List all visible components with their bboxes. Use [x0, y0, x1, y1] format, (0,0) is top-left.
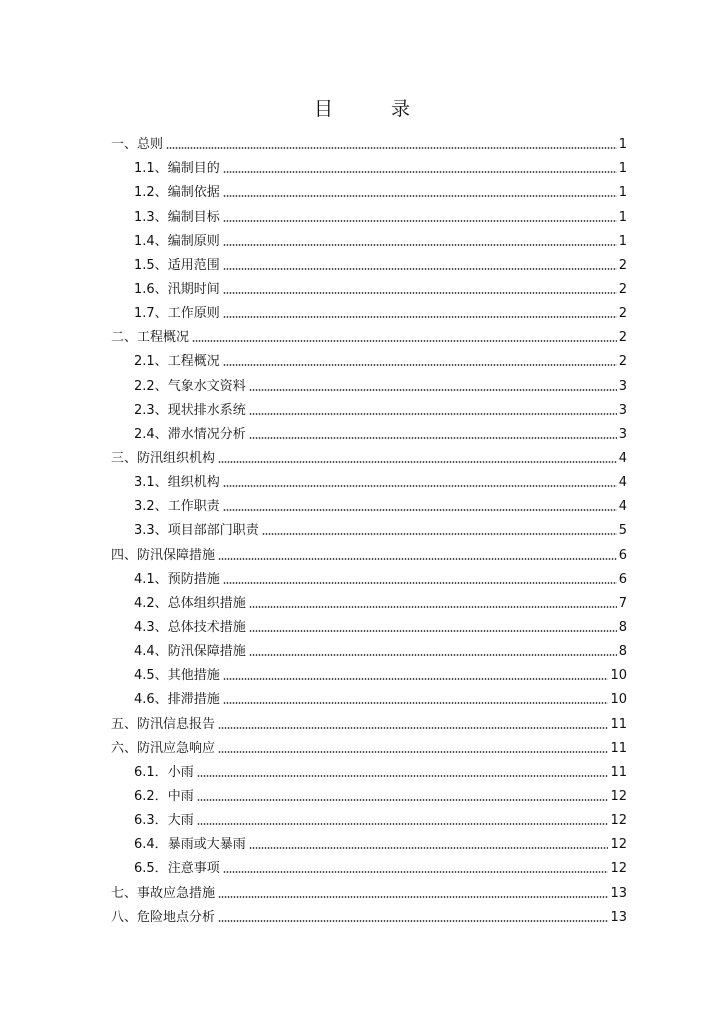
toc-entry[interactable]: [111, 877, 627, 901]
entry-number: 6.5．: [134, 861, 168, 877]
dot-leader: [223, 244, 617, 246]
dot-leader: [223, 485, 617, 487]
entry-page-number: 12: [610, 788, 627, 804]
entry-number: 1.5、: [134, 257, 168, 273]
entry-label: 注意事项: [167, 861, 220, 877]
dot-leader: [223, 871, 609, 873]
entry-page-number: 3: [618, 402, 627, 418]
entry-number: 1.1、: [134, 161, 168, 177]
dot-leader: [223, 702, 609, 704]
dot-leader: [249, 413, 617, 415]
dot-leader: [197, 775, 609, 777]
toc-subentry[interactable]: [111, 805, 627, 829]
entry-label: 一、总则: [111, 137, 164, 153]
entry-page-number: 1: [618, 233, 627, 249]
entry-number: 3.1、: [134, 475, 168, 491]
entry-page-number: 10: [610, 668, 627, 684]
entry-label: 排滞措施: [167, 692, 220, 708]
dot-leader: [192, 340, 617, 342]
dot-leader: [218, 558, 617, 560]
entry-label: 二、工程概况: [111, 330, 190, 346]
entry-page-number: 11: [610, 716, 627, 732]
entry-page-number: 4: [618, 499, 627, 515]
toc-subentry[interactable]: [111, 684, 627, 708]
dot-leader: [223, 171, 617, 173]
dot-leader: [262, 533, 617, 535]
toc-subentry[interactable]: [111, 588, 627, 612]
toc-title: 目 录: [313, 98, 437, 120]
dot-leader: [223, 292, 617, 294]
entry-label: 预防措施: [167, 571, 220, 587]
dot-leader: [249, 437, 617, 439]
toc-entry[interactable]: [111, 708, 627, 732]
toc-subentry[interactable]: [111, 515, 627, 539]
entry-number: 1.2、: [134, 185, 168, 201]
toc-subentry[interactable]: [111, 153, 627, 177]
entry-number: 3.3、: [134, 523, 168, 539]
entry-label: 适用范围: [167, 257, 220, 273]
entry-page-number: 1: [618, 161, 627, 177]
dot-leader: [223, 678, 609, 680]
entry-label: 防汛保障措施: [167, 644, 246, 660]
entry-number: 4.6、: [134, 692, 168, 708]
entry-page-number: 1: [618, 185, 627, 201]
entry-page-number: 11: [610, 764, 627, 780]
entry-number: 3.2、: [134, 499, 168, 515]
entry-number: 4.4、: [134, 644, 168, 660]
entry-number: 1.6、: [134, 281, 168, 297]
entry-label: 编制目的: [167, 161, 220, 177]
dot-leader: [218, 751, 608, 753]
dot-leader: [249, 654, 617, 656]
entry-label: 组织机构: [167, 475, 220, 491]
toc-entry[interactable]: [111, 539, 627, 563]
entry-page-number: 10: [610, 692, 627, 708]
entry-label: 工程概况: [167, 354, 220, 370]
entry-label: 总体组织措施: [167, 595, 246, 611]
toc-subentry[interactable]: [111, 177, 627, 201]
entry-page-number: 2: [618, 330, 627, 346]
entry-number: 2.3、: [134, 402, 168, 418]
dot-leader: [249, 847, 609, 849]
entry-page-number: 4: [618, 475, 627, 491]
dot-leader: [166, 147, 617, 149]
entry-number: 2.4、: [134, 426, 168, 442]
dot-leader: [249, 630, 617, 632]
entry-page-number: 4: [618, 450, 627, 466]
entry-number: 4.3、: [134, 619, 168, 635]
dot-leader: [218, 727, 608, 729]
entry-number: 2.1、: [134, 354, 168, 370]
toc-entry[interactable]: [111, 733, 627, 757]
entry-number: 6.2．: [134, 788, 168, 804]
toc-subentry[interactable]: [111, 419, 627, 443]
entry-label: 四、防汛保障措施: [111, 547, 216, 563]
toc-entry[interactable]: [111, 443, 627, 467]
toc-subentry[interactable]: [111, 612, 627, 636]
toc-subentry[interactable]: [111, 757, 627, 781]
entry-label: 滞水情况分析: [167, 426, 246, 442]
entry-page-number: 2: [618, 354, 627, 370]
toc-entry[interactable]: [111, 129, 627, 153]
entry-label: 八、危险地点分析: [111, 909, 216, 925]
toc-subentry[interactable]: [111, 370, 627, 394]
entry-label: 三、防汛组织机构: [111, 450, 216, 466]
entry-label: 暴雨或大暴雨: [167, 837, 246, 853]
entry-label: 小雨: [167, 764, 194, 780]
entry-page-number: 3: [618, 378, 627, 394]
dot-leader: [223, 268, 617, 270]
entry-label: 总体技术措施: [167, 619, 246, 635]
dot-leader: [218, 461, 617, 463]
entry-number: 4.5、: [134, 668, 168, 684]
dot-leader: [223, 220, 617, 222]
toc-subentry[interactable]: [111, 467, 627, 491]
entry-label: 编制依据: [167, 185, 220, 201]
entry-page-number: 1: [618, 209, 627, 225]
entry-page-number: 7: [618, 595, 627, 611]
entry-page-number: 8: [618, 644, 627, 660]
entry-page-number: 6: [618, 571, 627, 587]
entry-label: 编制目标: [167, 209, 220, 225]
toc-subentry[interactable]: [111, 226, 627, 250]
entry-page-number: 2: [618, 306, 627, 322]
entry-page-number: 6: [618, 547, 627, 563]
entry-page-number: 2: [618, 257, 627, 273]
entry-number: 6.1．: [134, 764, 168, 780]
entry-page-number: 12: [610, 813, 627, 829]
entry-label: 项目部部门职责: [167, 523, 259, 539]
entry-number: 1.7、: [134, 306, 168, 322]
entry-label: 七、事故应急措施: [111, 885, 216, 901]
toc-subentry[interactable]: [111, 564, 627, 588]
toc-subentry[interactable]: [111, 201, 627, 225]
entry-number: 1.4、: [134, 233, 168, 249]
entry-page-number: 13: [610, 909, 627, 925]
dot-leader: [223, 364, 617, 366]
entry-label: 六、防汛应急响应: [111, 740, 216, 756]
toc-subentry[interactable]: [111, 346, 627, 370]
entry-label: 编制原则: [167, 233, 220, 249]
toc-subentry[interactable]: [111, 636, 627, 660]
entry-number: 2.2、: [134, 378, 168, 394]
entry-label: 现状排水系统: [167, 402, 246, 418]
toc-subentry[interactable]: [111, 250, 627, 274]
toc-subentry[interactable]: [111, 829, 627, 853]
entry-page-number: 13: [610, 885, 627, 901]
dot-leader: [197, 799, 609, 801]
dot-leader: [197, 823, 609, 825]
dot-leader: [218, 920, 608, 922]
dot-leader: [249, 389, 617, 391]
toc-subentry[interactable]: [111, 853, 627, 877]
dot-leader: [223, 195, 617, 197]
entry-label: 气象水文资料: [167, 378, 246, 394]
entry-page-number: 3: [618, 426, 627, 442]
entry-page-number: 5: [618, 523, 627, 539]
entry-page-number: 2: [618, 281, 627, 297]
entry-label: 工作原则: [167, 306, 220, 322]
entry-label: 大雨: [167, 813, 194, 829]
entry-number: 6.3．: [134, 813, 168, 829]
toc-subentry[interactable]: [111, 298, 627, 322]
entry-label: 中雨: [167, 788, 194, 804]
toc-subentry[interactable]: [111, 781, 627, 805]
entry-label: 其他措施: [167, 668, 220, 684]
dot-leader: [223, 582, 617, 584]
dot-leader: [223, 316, 617, 318]
dot-leader: [218, 896, 608, 898]
toc-entry[interactable]: [111, 902, 627, 926]
entry-number: 1.3、: [134, 209, 168, 225]
entry-label: 工作职责: [167, 499, 220, 515]
toc-entry[interactable]: [111, 322, 627, 346]
table-of-contents: [111, 129, 627, 926]
entry-page-number: 12: [610, 837, 627, 853]
toc-subentry[interactable]: [111, 274, 627, 298]
entry-page-number: 12: [610, 861, 627, 877]
entry-label: 五、防汛信息报告: [111, 716, 216, 732]
toc-subentry[interactable]: [111, 660, 627, 684]
dot-leader: [223, 509, 617, 511]
toc-subentry[interactable]: [111, 491, 627, 515]
entry-page-number: 1: [618, 137, 627, 153]
toc-subentry[interactable]: [111, 395, 627, 419]
entry-page-number: 8: [618, 619, 627, 635]
entry-number: 6.4．: [134, 837, 168, 853]
dot-leader: [249, 606, 617, 608]
entry-number: 4.2、: [134, 595, 168, 611]
entry-label: 汛期时间: [167, 281, 220, 297]
entry-page-number: 11: [610, 740, 627, 756]
entry-number: 4.1、: [134, 571, 168, 587]
